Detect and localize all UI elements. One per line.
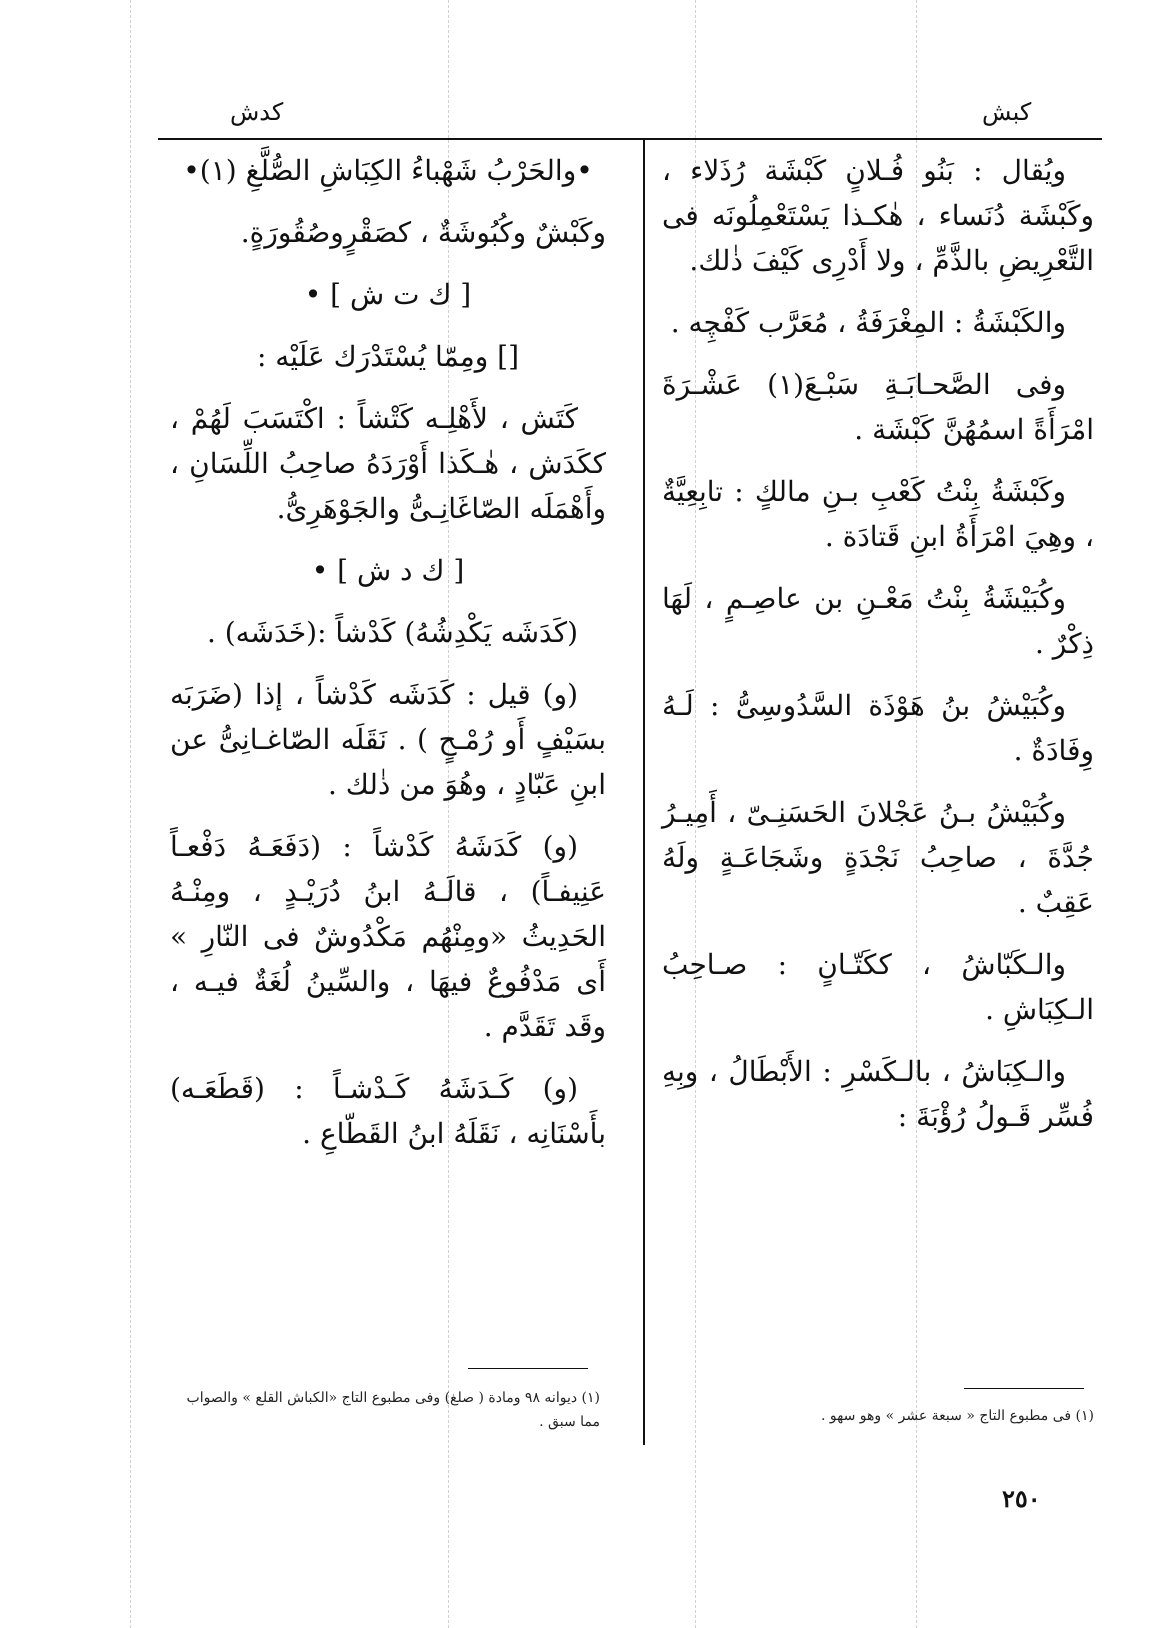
- paragraph: وكُبَيْشُ بـنُ عَجْلانَ الحَسَنِـىّ ، أَمِيـرُ جُدَّةَ ، صاحِبُ نَجْدَةٍ وشَجَاعَـةٍ ولَهُ عَقِبٌ .: [662, 796, 1094, 919]
- header-rule: [158, 138, 1102, 140]
- footnote-right: (١) فى مطبوع التاج « سبعة عشر » وهو سهو .: [821, 1408, 1094, 1424]
- paragraph: وكَبْشٌ وكُبُوشَةٌ ، كصَقْرٍوصُقُورَةٍ.: [240, 216, 606, 249]
- paragraph: وكُبَيْشَةُ بِنْتُ مَعْـنِ بن عاصِـمٍ ، لَهَا ذِكْرٌ .: [662, 582, 1094, 660]
- paragraph: والكَبْشَةُ : المِغْرَفَةُ ، مُعَرَّب كَفْچِه .: [670, 306, 1066, 339]
- footnote-rule: [964, 1388, 1084, 1389]
- entry-heading: [ ك ت ش ] •: [304, 278, 472, 311]
- right-column: [662, 148, 1094, 1156]
- scan-guide-line: [130, 0, 131, 1628]
- running-header-left: كدش: [230, 98, 284, 126]
- paragraph: وكَبْشَةُ بِنْتُ كَعْبِ بـنِ مالكٍ : تابِعِيَّةٌ ، وهِيَ امْرَأَةُ ابنِ قَتادَة .: [662, 475, 1094, 553]
- paragraph: (كَدَشَه يَكْدِشُهُ) كَدْشاً :(خَدَشَه) .: [206, 616, 578, 649]
- paragraph: والـكِبَاشُ ، بالـكَسْرِ : الأَبْطَالُ ، وبِهِ فُسِّر قَـولُ رُؤْبَةَ :: [662, 1055, 1094, 1133]
- left-column: [170, 148, 606, 1173]
- paragraph: (و) قيل : كَدَشَه كَدْشاً ، إذا (ضَرَبَه بسَيْفٍ أَو رُمْـحٍ ) . نَقَلَه الصّاغـانِىُّ عن ابنِ عَبّادٍ ، وهُوَ من ذٰلك .: [170, 678, 606, 801]
- paragraph: وكُبَيْشُ بنُ هَوْذَة السَّدُوسِىُّ : لَـهُ وِفَادَةٌ .: [662, 689, 1094, 767]
- paragraph: (و) كَدَشَهُ كَدْشاً : (دَفَعَـهُ دَفْعـاً عَنِيفـاً) ، قالَـهُ ابنُ دُرَيْـدٍ ، ومِنْـهُ الحَدِيثُ «ومِنْهُم مَكْدُوشٌ فى النّارِ » أَى مَدْفُوعٌ فيهَا ، والسِّينُ لُغَةٌ فيـه ، وقَد تَقَدَّم .: [170, 830, 606, 1043]
- page-number: ٢٥٠: [1002, 1484, 1041, 1513]
- paragraph: والـكَبّاشُ ، ككَتّـانٍ : صـاحِبُ الـكِبَاشِ .: [662, 948, 1094, 1026]
- paragraph: وفى الصَّحـابَـةِ سَبْـعَ(١) عَشْـرَةَ امْرَأَةً اسمُهُنَّ كَبْشَة .: [662, 368, 1094, 446]
- footnote-rule: [468, 1368, 588, 1369]
- entry-heading: [ ك د ش ] •: [311, 554, 465, 587]
- subheading: [] ومِمّا يُسْتَدْرَك عَلَيْه :: [256, 340, 520, 373]
- footnote-left: (١) ديوانه ٩٨ ومادة ( صلغ) وفى مطبوع التاج «الكباش القلع » والصواب مما سبق .: [186, 1390, 600, 1430]
- paragraph: ويُقال : بَنُو فُـلانٍ كَبْشَة رُذَلاء ، وكَبْشَة دُنَساء ، هٰكـذا يَسْتَعْمِلُونَه فى التَّعْرِيضِ بالذَّمِّ ، ولا أَدْرِى كَيْفَ ذٰلك.: [662, 154, 1094, 277]
- paragraph: كَتَش ، لأَهْلِـه كَتْشاً : اكْتَسَبَ لَهُمْ ، ككَدَش ، هٰـكَذا أَوْرَدَهُ صاحِبُ اللِّسَانِ ، وأَهْمَلَه الصّاغَانِـىُّ والجَوْهَرِىُّ.: [170, 402, 606, 525]
- column-divider: [643, 140, 645, 1445]
- paragraph: (و) كَـدَشَهُ كَـدْشـاً : (قَطَعَـه) بأَسْنَانِه ، نَقَلَهُ ابنُ القَطّاعِ .: [170, 1072, 606, 1150]
- verse-line: •والحَرْبُ شَهْباءُ الكِبَاشِ الصُّلَّغِ (١)•: [183, 154, 593, 187]
- running-header-right: كبش: [982, 98, 1032, 126]
